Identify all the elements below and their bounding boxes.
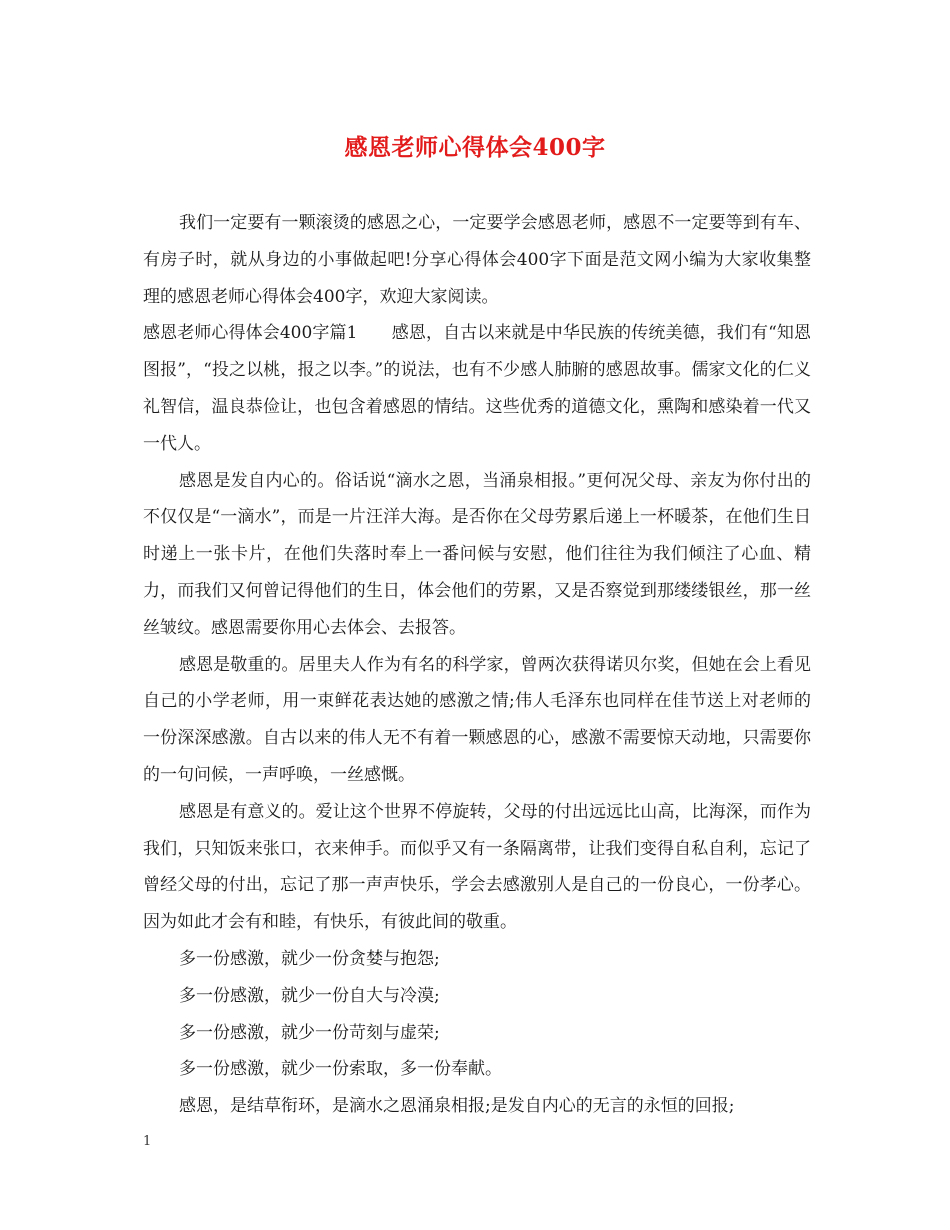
- list-line-4: 多一份感激，就少一份索取，多一份奉献。: [179, 1059, 502, 1080]
- paragraph-respect: 感恩是敬重的。居里夫人作为有名的科学家，曾两次获得诺贝尔奖，但她在会上看见自己的小学老师，用一束鲜花表达她的感激之情;伟人毛泽东也同样在佳节送上对老师的一份深深感激。自古以来的伟人无不有着一颗感恩的心，感激不需要惊天动地，只需要你的一句问候，一声呼唤，一丝感慨。: [143, 654, 811, 785]
- paragraph-intro: 我们一定要有一颗滚烫的感恩之心，一定要学会感恩老师，感恩不一定要等到有车、有房子时，就从身边的小事做起吧!分享心得体会400字下面是范文网小编为大家收集整理的感恩老师心得体会400字，欢迎大家阅读。: [143, 213, 811, 307]
- list-line-3: 多一份感激，就少一份苛刻与虚荣;: [179, 1022, 440, 1043]
- paragraph-meaning: 感恩是有意义的。爱让这个世界不停旋转，父母的付出远远比山高，比海深，而作为我们，只知饭来张口，衣来伸手。而似乎又有一条隔离带，让我们变得自私自利，忘记了曾经父母的付出，忘记了那一声声快乐，学会去感激别人是自己的一份良心，一份孝心。因为如此才会有和睦，有快乐，有彼此间的敬重。: [143, 801, 811, 933]
- list-line-1: 多一份感激，就少一份贪婪与抱怨;: [179, 948, 440, 969]
- list-line-2: 多一份感激，就少一份自大与冷漠;: [179, 985, 440, 1006]
- paragraph-closing: 感恩，是结草衔环，是滴水之恩涌泉相报;是发自内心的无言的永恒的回报;: [179, 1096, 735, 1117]
- document-body: [143, 205, 811, 1125]
- paragraph-from-heart: 感恩是发自内心的。俗话说“滴水之恩，当涌泉相报。”更何况父母、亲友为你付出的不仅仅是“一滴水”，而是一片汪洋大海。是否你在父母劳累后递上一杯暖茶，在他们生日时递上一张卡片，在他们失落时奉上一番问候与安慰，他们往往为我们倾注了心血、精力，而我们又何曾记得他们的生日，体会他们的劳累，又是否察觉到那缕缕银丝，那一丝丝皱纹。感恩需要你用心去体会、去报答。: [143, 470, 811, 638]
- document-title: 感恩老师心得体会400字: [344, 134, 606, 161]
- page-number: 1: [143, 1134, 152, 1149]
- paragraph-section-1: 感恩老师心得体会400字篇1 感恩，自古以来就是中华民族的传统美德，我们有“知恩图报”，“投之以桃，报之以李。”的说法，也有不少感人肺腑的感恩故事。儒家文化的仁义礼智信，温良恭俭让，也包含着感恩的情结。这些优秀的道德文化，熏陶和感染着一代又一代人。: [143, 323, 811, 454]
